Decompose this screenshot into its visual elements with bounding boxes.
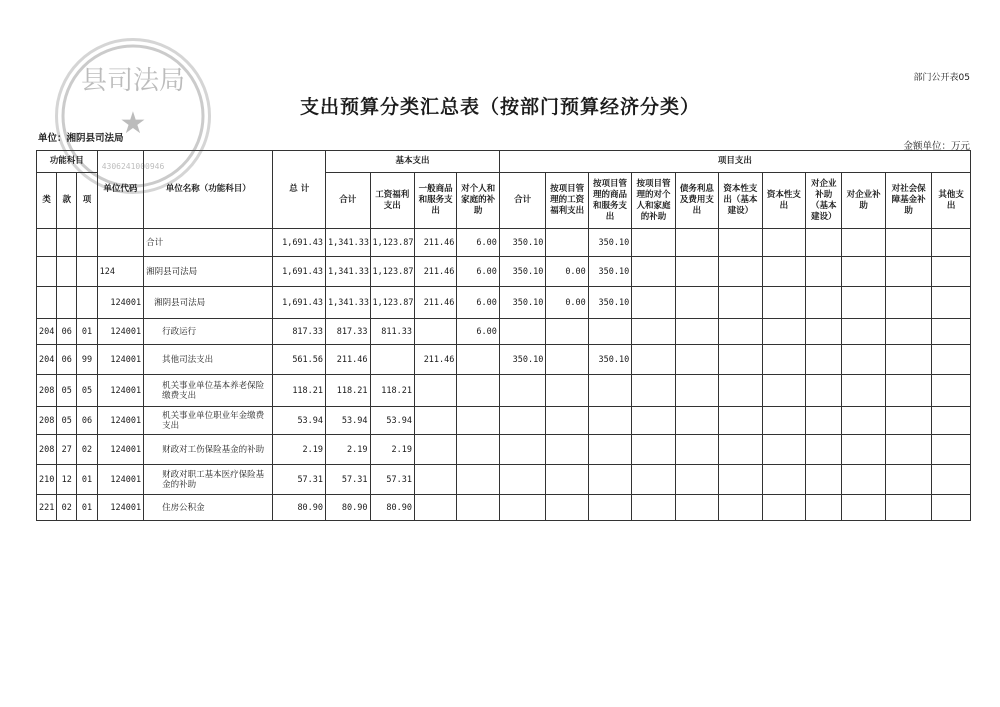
cell-empty [762, 257, 805, 287]
cell-empty [806, 495, 842, 521]
cell-lei [37, 257, 57, 287]
cell-basic-wage: 57.31 [370, 465, 414, 495]
cell-empty [719, 287, 762, 319]
cell-unit-code: 124001 [97, 345, 143, 375]
cell-empty [632, 287, 675, 319]
table-row [37, 257, 971, 287]
table-row [37, 495, 971, 521]
cell-proj-goods [588, 465, 631, 495]
cell-lei: 208 [37, 435, 57, 465]
cell-empty [842, 229, 885, 257]
cell-empty [885, 435, 931, 465]
cell-empty [719, 495, 762, 521]
cell-proj-goods: 350.10 [588, 257, 631, 287]
cell-empty [932, 345, 971, 375]
header-xiang: 项 [77, 173, 97, 229]
cell-xiang: 05 [77, 375, 97, 407]
cell-total: 80.90 [273, 495, 326, 521]
header-basic-sum: 合计 [326, 173, 370, 229]
cell-xiang: 99 [77, 345, 97, 375]
cell-basic-sum: 80.90 [326, 495, 370, 521]
cell-empty [632, 435, 675, 465]
cell-unit-code: 124001 [97, 495, 143, 521]
cell-empty [762, 407, 805, 435]
cell-proj-goods: 350.10 [588, 345, 631, 375]
page-title: 支出预算分类汇总表（按部门预算经济分类） [299, 96, 700, 118]
cell-empty [932, 287, 971, 319]
cell-empty [806, 229, 842, 257]
cell-unit-name: 湘阴县司法局 [144, 257, 273, 287]
header-proj-social: 对社会保障基金补助 [885, 173, 931, 229]
cell-empty [719, 319, 762, 345]
cell-empty [842, 319, 885, 345]
cell-empty [932, 375, 971, 407]
cell-kuan [57, 229, 77, 257]
cell-basic-sum: 1,341.33 [326, 229, 370, 257]
cell-basic-goods: 211.46 [414, 345, 456, 375]
cell-total: 2.19 [273, 435, 326, 465]
cell-lei: 221 [37, 495, 57, 521]
cell-empty [675, 257, 718, 287]
cell-empty [675, 345, 718, 375]
cell-empty [762, 287, 805, 319]
cell-proj-sum: 350.10 [499, 345, 545, 375]
cell-empty [932, 257, 971, 287]
cell-basic-sum: 118.21 [326, 375, 370, 407]
unit-label: 单位：湘阴县司法局 [38, 133, 124, 144]
cell-empty [632, 407, 675, 435]
header-proj-debt: 债务利息及费用支出 [675, 173, 718, 229]
cell-kuan [57, 257, 77, 287]
cell-basic-sum: 1,341.33 [326, 287, 370, 319]
table-body [37, 229, 971, 521]
cell-empty [842, 465, 885, 495]
cell-basic-personal [457, 495, 499, 521]
cell-proj-goods: 350.10 [588, 229, 631, 257]
cell-basic-sum: 2.19 [326, 435, 370, 465]
cell-empty [675, 229, 718, 257]
cell-basic-sum: 211.46 [326, 345, 370, 375]
cell-basic-sum: 53.94 [326, 407, 370, 435]
cell-basic-personal: 6.00 [457, 257, 499, 287]
cell-unit-code: 124001 [97, 319, 143, 345]
cell-total: 1,691.43 [273, 257, 326, 287]
table-row [37, 435, 971, 465]
cell-unit-name: 其他司法支出 [144, 345, 273, 375]
cell-xiang: 01 [77, 465, 97, 495]
cell-basic-sum: 1,341.33 [326, 257, 370, 287]
cell-unit-name: 合计 [144, 229, 273, 257]
cell-proj-sum [499, 495, 545, 521]
table-row [37, 229, 971, 257]
cell-empty [885, 257, 931, 287]
cell-empty [806, 407, 842, 435]
cell-unit-name: 机关事业单位基本养老保险缴费支出 [144, 375, 273, 407]
cell-proj-wage: 0.00 [546, 257, 588, 287]
header-proj-enterprise: 对企业补助 [842, 173, 885, 229]
cell-proj-goods [588, 319, 631, 345]
cell-basic-personal: 6.00 [457, 319, 499, 345]
cell-empty [632, 319, 675, 345]
cell-empty [762, 345, 805, 375]
cell-proj-goods [588, 375, 631, 407]
cell-proj-wage [546, 229, 588, 257]
cell-proj-goods: 350.10 [588, 287, 631, 319]
table-row [37, 287, 971, 319]
cell-xiang: 06 [77, 407, 97, 435]
cell-xiang [77, 257, 97, 287]
cell-empty [762, 465, 805, 495]
header-total: 总 计 [273, 151, 326, 229]
cell-unit-name: 财政对工伤保险基金的补助 [144, 435, 273, 465]
cell-basic-wage [370, 345, 414, 375]
cell-proj-wage [546, 435, 588, 465]
cell-empty [762, 229, 805, 257]
cell-unit-code [97, 229, 143, 257]
header-proj-capital-basic: 资本性支出（基本建设） [719, 173, 762, 229]
cell-empty [762, 495, 805, 521]
cell-proj-sum: 350.10 [499, 229, 545, 257]
cell-xiang [77, 229, 97, 257]
cell-empty [842, 375, 885, 407]
cell-basic-goods: 211.46 [414, 229, 456, 257]
cell-empty [885, 229, 931, 257]
cell-empty [842, 257, 885, 287]
cell-proj-sum [499, 435, 545, 465]
table-row [37, 465, 971, 495]
cell-proj-sum [499, 319, 545, 345]
cell-empty [932, 465, 971, 495]
cell-empty [675, 287, 718, 319]
cell-lei: 204 [37, 345, 57, 375]
cell-xiang: 02 [77, 435, 97, 465]
cell-proj-wage: 0.00 [546, 287, 588, 319]
header-proj-goods: 按项目管理的商品和服务支出 [588, 173, 631, 229]
cell-empty [806, 375, 842, 407]
cell-kuan: 05 [57, 375, 77, 407]
cell-kuan: 06 [57, 345, 77, 375]
cell-xiang [77, 287, 97, 319]
cell-empty [675, 465, 718, 495]
table-row [37, 407, 971, 435]
cell-unit-code: 124001 [97, 407, 143, 435]
cell-empty [932, 229, 971, 257]
cell-empty [885, 287, 931, 319]
header-basic-personal: 对个人和家庭的补助 [457, 173, 499, 229]
cell-empty [806, 287, 842, 319]
cell-empty [762, 435, 805, 465]
cell-total: 817.33 [273, 319, 326, 345]
cell-basic-wage: 1,123.87 [370, 229, 414, 257]
cell-basic-goods [414, 375, 456, 407]
cell-empty [719, 435, 762, 465]
cell-empty [885, 375, 931, 407]
cell-unit-code: 124 [97, 257, 143, 287]
cell-proj-goods [588, 435, 631, 465]
cell-proj-wage [546, 407, 588, 435]
cell-lei [37, 229, 57, 257]
cell-empty [675, 407, 718, 435]
cell-proj-goods [588, 407, 631, 435]
cell-empty [842, 407, 885, 435]
cell-xiang: 01 [77, 495, 97, 521]
cell-empty [932, 319, 971, 345]
cell-lei: 208 [37, 375, 57, 407]
cell-empty [632, 257, 675, 287]
cell-proj-sum [499, 375, 545, 407]
cell-empty [842, 345, 885, 375]
header-basic-goods: 一般商品和服务支出 [414, 173, 456, 229]
cell-lei: 210 [37, 465, 57, 495]
cell-proj-sum [499, 465, 545, 495]
cell-basic-personal: 6.00 [457, 229, 499, 257]
cell-empty [632, 229, 675, 257]
cell-basic-wage: 118.21 [370, 375, 414, 407]
cell-basic-goods: 211.46 [414, 257, 456, 287]
cell-empty [675, 319, 718, 345]
cell-empty [762, 319, 805, 345]
cell-basic-sum: 57.31 [326, 465, 370, 495]
cell-empty [885, 465, 931, 495]
cell-kuan: 06 [57, 319, 77, 345]
cell-empty [675, 435, 718, 465]
cell-proj-sum: 350.10 [499, 257, 545, 287]
cell-empty [632, 345, 675, 375]
cell-kuan: 02 [57, 495, 77, 521]
amount-unit-label: 金额单位：万元 [903, 141, 970, 152]
cell-kuan: 05 [57, 407, 77, 435]
cell-empty [632, 465, 675, 495]
cell-unit-name: 行政运行 [144, 319, 273, 345]
header-basic-wage: 工资福利支出 [370, 173, 414, 229]
cell-empty [885, 407, 931, 435]
cell-basic-wage: 1,123.87 [370, 287, 414, 319]
cell-empty [675, 495, 718, 521]
table-row [37, 375, 971, 407]
cell-basic-goods [414, 495, 456, 521]
cell-unit-code: 124001 [97, 435, 143, 465]
cell-unit-code: 124001 [97, 287, 143, 319]
cell-empty [675, 375, 718, 407]
header-lei: 类 [37, 173, 57, 229]
cell-empty [806, 465, 842, 495]
cell-basic-personal [457, 465, 499, 495]
header-kuan: 款 [57, 173, 77, 229]
cell-empty [632, 375, 675, 407]
cell-lei: 204 [37, 319, 57, 345]
cell-empty [932, 495, 971, 521]
cell-empty [842, 495, 885, 521]
cell-kuan [57, 287, 77, 319]
cell-empty [842, 435, 885, 465]
cell-proj-wage [546, 319, 588, 345]
cell-basic-wage: 1,123.87 [370, 257, 414, 287]
cell-basic-wage: 80.90 [370, 495, 414, 521]
header-proj-other: 其他支出 [932, 173, 971, 229]
cell-kuan: 27 [57, 435, 77, 465]
cell-empty [885, 345, 931, 375]
cell-empty [932, 435, 971, 465]
header-project-expenditure: 项目支出 [499, 151, 970, 173]
cell-empty [719, 465, 762, 495]
cell-xiang: 01 [77, 319, 97, 345]
header-proj-personal: 按项目管理的对个人和家庭的补助 [632, 173, 675, 229]
header-basic-expenditure: 基本支出 [326, 151, 500, 173]
cell-basic-personal [457, 375, 499, 407]
header-unit-code: 单位代码 [97, 151, 143, 229]
cell-kuan: 12 [57, 465, 77, 495]
cell-basic-goods [414, 407, 456, 435]
cell-basic-personal [457, 435, 499, 465]
header-proj-enterprise-basic: 对企业补助（基本建设） [806, 173, 842, 229]
cell-basic-wage: 811.33 [370, 319, 414, 345]
header-proj-capital: 资本性支出 [762, 173, 805, 229]
cell-total: 1,691.43 [273, 287, 326, 319]
cell-empty [806, 345, 842, 375]
cell-empty [806, 319, 842, 345]
cell-total: 118.21 [273, 375, 326, 407]
cell-total: 561.56 [273, 345, 326, 375]
cell-empty [719, 407, 762, 435]
cell-empty [719, 345, 762, 375]
cell-empty [932, 407, 971, 435]
cell-empty [806, 257, 842, 287]
cell-basic-personal [457, 407, 499, 435]
cell-basic-personal: 6.00 [457, 287, 499, 319]
cell-basic-goods [414, 319, 456, 345]
header-unit-name: 单位名称（功能科目） [144, 151, 273, 229]
cell-unit-name: 财政对职工基本医疗保险基金的补助 [144, 465, 273, 495]
cell-proj-sum [499, 407, 545, 435]
budget-table [36, 150, 971, 521]
cell-empty [806, 435, 842, 465]
cell-basic-goods: 211.46 [414, 287, 456, 319]
cell-empty [762, 375, 805, 407]
cell-empty [885, 319, 931, 345]
cell-empty [719, 375, 762, 407]
cell-proj-wage [546, 375, 588, 407]
cell-basic-sum: 817.33 [326, 319, 370, 345]
table-number-label: 部门公开表05 [913, 73, 970, 83]
cell-empty [632, 495, 675, 521]
seal-star-icon: ★ [119, 106, 147, 141]
cell-lei [37, 287, 57, 319]
cell-total: 57.31 [273, 465, 326, 495]
cell-proj-wage [546, 345, 588, 375]
cell-basic-goods [414, 465, 456, 495]
table-row [37, 345, 971, 375]
cell-empty [885, 495, 931, 521]
header-proj-sum: 合计 [499, 173, 545, 229]
header-func-subject: 功能科目 [37, 151, 98, 173]
cell-proj-wage [546, 495, 588, 521]
table-row [37, 319, 971, 345]
cell-basic-goods [414, 435, 456, 465]
cell-unit-code: 124001 [97, 465, 143, 495]
cell-empty [719, 229, 762, 257]
cell-proj-wage [546, 465, 588, 495]
cell-unit-name: 湘阴县司法局 [144, 287, 273, 319]
cell-proj-goods [588, 495, 631, 521]
cell-proj-sum: 350.10 [499, 287, 545, 319]
cell-total: 1,691.43 [273, 229, 326, 257]
seal-digits: 4306241000946 [101, 162, 165, 171]
cell-unit-name: 住房公积金 [144, 495, 273, 521]
header-proj-wage: 按项目管理的工资福利支出 [546, 173, 588, 229]
cell-empty [842, 287, 885, 319]
cell-total: 53.94 [273, 407, 326, 435]
cell-unit-name: 机关事业单位职业年金缴费支出 [144, 407, 273, 435]
seal-text: 县司法局 [80, 66, 186, 96]
cell-basic-wage: 53.94 [370, 407, 414, 435]
cell-unit-code: 124001 [97, 375, 143, 407]
cell-lei: 208 [37, 407, 57, 435]
cell-basic-personal [457, 345, 499, 375]
cell-basic-wage: 2.19 [370, 435, 414, 465]
cell-empty [719, 257, 762, 287]
